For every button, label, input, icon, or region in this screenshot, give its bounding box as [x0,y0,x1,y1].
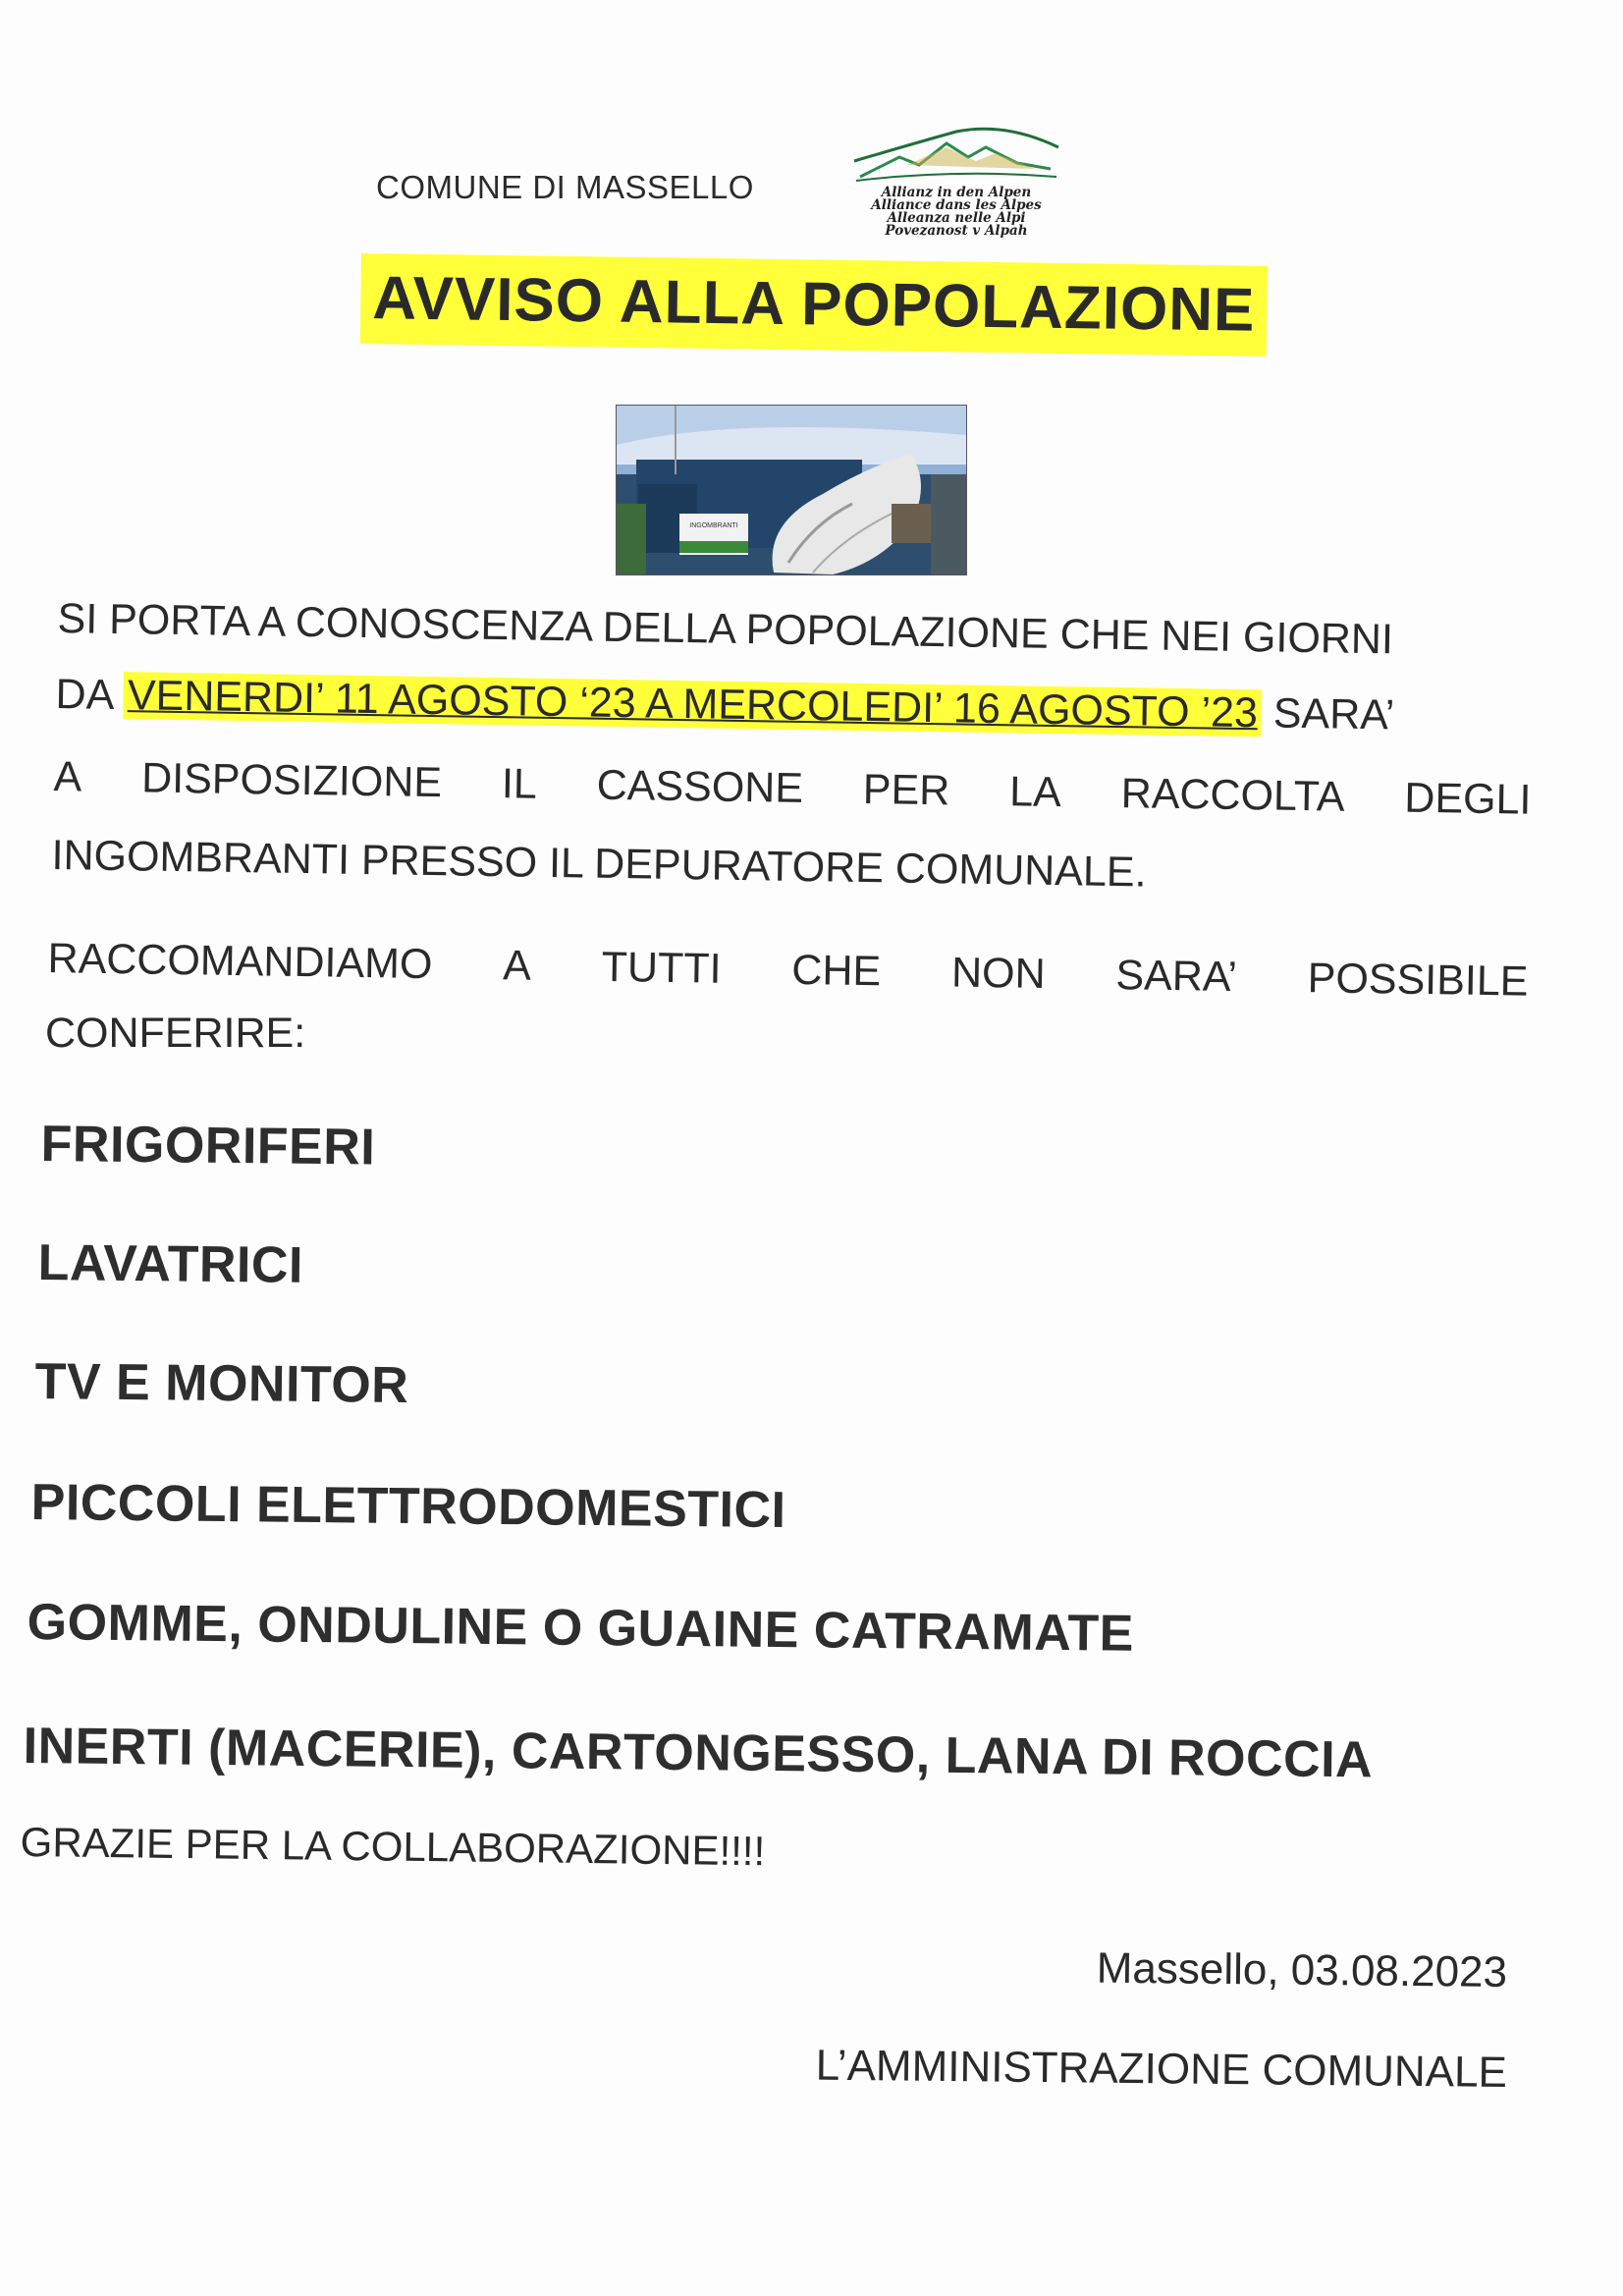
word: NON [950,949,1046,998]
word: RACCOMANDIAMO [47,935,433,989]
sign-text: INGOMBRANTI [689,522,738,529]
word: DEGLI [1404,774,1532,824]
word: A [53,753,82,801]
word: RACCOLTA [1120,770,1345,821]
intro-line-1: SI PORTA A CONOSCENZA DELLA POPOLAZIONE CHE NEI GIORNI [57,595,1394,664]
list-item: FRIGORIFERI [40,1116,376,1176]
word: CHE [791,946,882,996]
word: LA [1008,768,1062,817]
waste-container-photo [616,405,967,575]
word: POSSIBILE [1307,955,1529,1006]
date-range-highlight: VENERDI’ 11 AGOSTO ‘23 A MERCOLEDI’ 16 AGOSTO ’23 [124,672,1263,737]
intro-line-2-suffix: SARA’ [1272,689,1395,739]
thanks-line: GRAZIE PER LA COLLABORAZIONE!!!! [20,1819,766,1875]
intro-line-3 [53,753,1532,825]
logo-line: Allianz in den Alpen [881,185,1032,200]
word: SARA’ [1115,952,1238,1002]
notice-title: AVVISO ALLA POPOLAZIONE [360,253,1268,356]
logo-line: Alleanza nelle Alpi [887,210,1026,226]
mountains-icon [848,118,1064,187]
logo-line: Povezanost v Alpah [885,223,1028,239]
list-item: INERTI (MACERIE), CARTONGESSO, LANA DI ROCCIA [23,1718,1374,1789]
list-item: TV E MONITOR [34,1353,409,1414]
word: CASSONE [596,761,804,812]
recommend-line-1 [47,935,1529,1007]
intro-line-2 [55,671,1539,742]
word: PER [862,765,950,815]
word: TUTTI [601,943,722,993]
signature: L’AMMINISTRAZIONE COMUNALE [815,2041,1507,2097]
list-item: PICCOLI ELETTRODOMESTICI [30,1474,786,1540]
recommend-line-2: CONFERIRE: [45,1010,306,1057]
alliance-logo [848,118,1064,241]
place-date: Massello, 03.08.2023 [1096,1943,1507,1996]
list-item: GOMME, ONDULINE O GUAINE CATRAMATE [27,1594,1135,1663]
list-item: LAVATRICI [37,1234,304,1294]
intro-line-4: INGOMBRANTI PRESSO IL DEPURATORE COMUNALE. [51,832,1147,897]
logo-line: Alliance dans les Alpes [871,197,1042,213]
intro-line-2-prefix: DA [55,671,113,719]
word: A [502,942,532,990]
word: DISPOSIZIONE [140,754,443,807]
municipality-name: COMUNE DI MASSELLO [376,169,754,205]
word: IL [501,760,538,808]
